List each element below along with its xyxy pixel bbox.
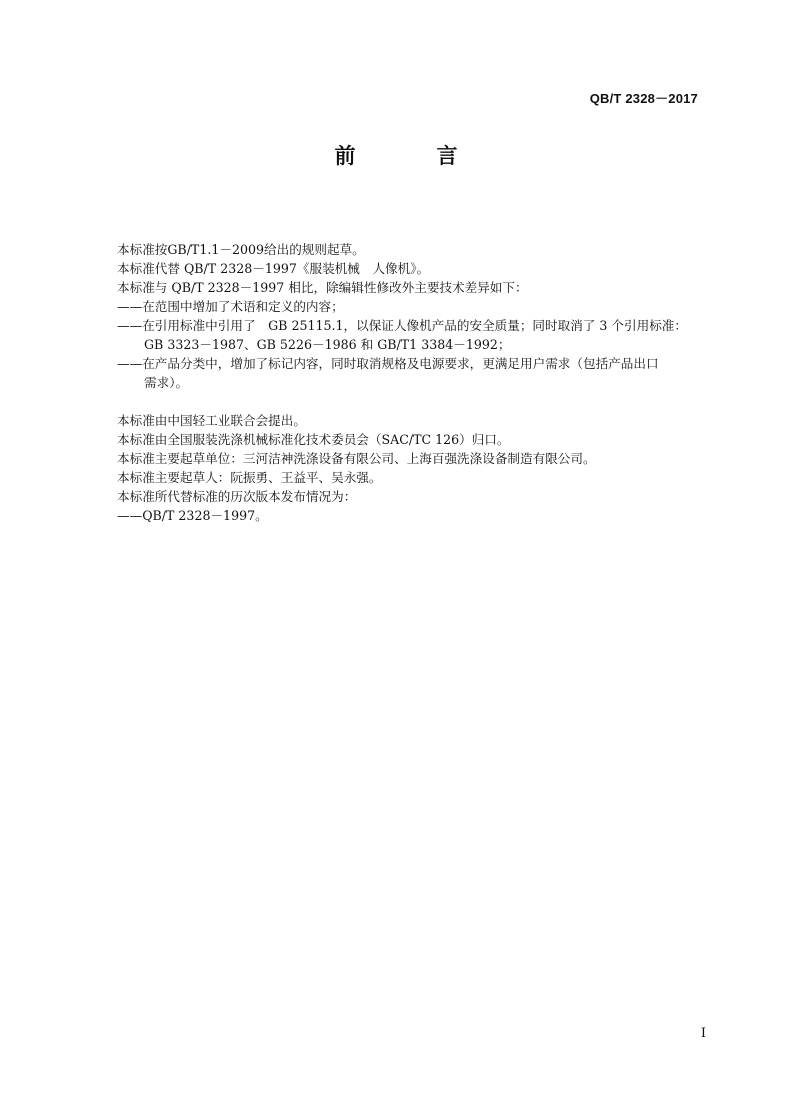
paragraph: 本标准与 QB/T 2328－1997 相比，除编辑性修改外主要技术差异如下： bbox=[117, 280, 528, 295]
list-item: ——QB/T 2328－1997。 bbox=[117, 508, 268, 523]
paragraph: 本标准由中国轻工业联合会提出。 bbox=[117, 413, 306, 428]
paragraph: 本标准所代替标准的历次版本发布情况为： bbox=[117, 489, 357, 504]
paragraph: 本标准按GB/T1.1－2009给出的规则起草。 bbox=[117, 242, 365, 257]
list-item: ——在范围中增加了术语和定义的内容； bbox=[117, 299, 344, 314]
paragraph: 本标准主要起草人：阮振勇、王益平、吴永强。 bbox=[117, 470, 382, 485]
page-number: I bbox=[700, 1026, 706, 1041]
list-item: ——在引用标准中引用了 GB 25115.1，以保证人像机产品的安全质量；同时取消了 3 个引用标准： bbox=[117, 318, 687, 333]
standard-code: QB/T 2328－2017 bbox=[589, 91, 698, 106]
paragraph: 本标准主要起草单位：三河洁神洗涤设备有限公司、上海百强洗涤设备制造有限公司。 bbox=[117, 451, 596, 466]
paragraph: 本标准由全国服装洗涤机械标准化技术委员会（SAC/TC 126）归口。 bbox=[117, 432, 510, 447]
paragraph: 本标准代替 QB/T 2328－1997《服装机械 人像机》。 bbox=[117, 261, 430, 276]
list-item: ——在产品分类中，增加了标记内容，同时取消规格及电源要求，更满足用户需求（包括产品出口 bbox=[117, 356, 659, 371]
list-item-continuation: 需求）。 bbox=[144, 375, 189, 390]
paragraph-gap bbox=[117, 392, 704, 411]
body-text bbox=[117, 240, 704, 525]
list-item-continuation: GB 3323－1987、GB 5226－1986 和 GB/T1 3384－1992； bbox=[144, 337, 511, 352]
page-title: 前 言 bbox=[334, 144, 488, 168]
